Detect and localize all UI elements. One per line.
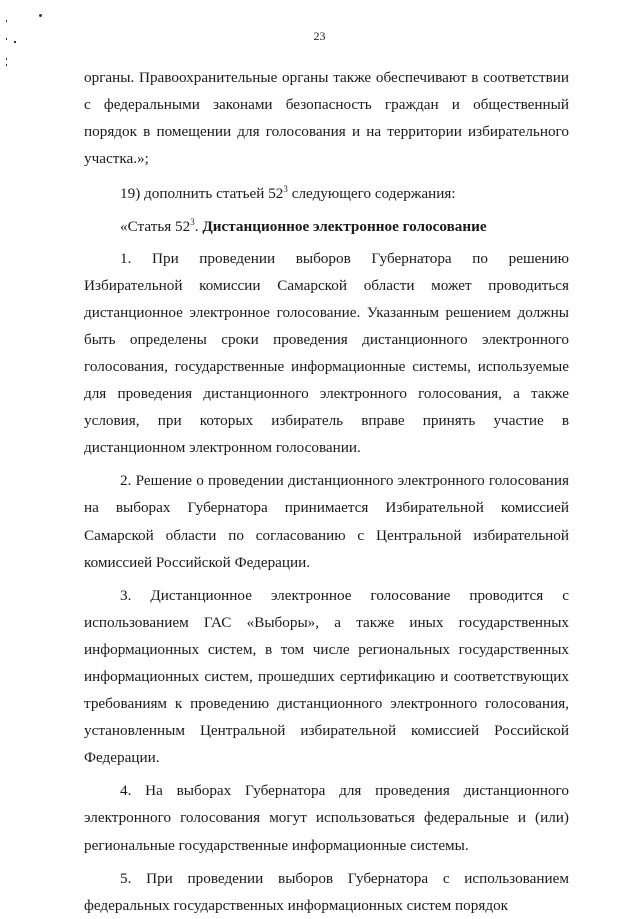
- paragraph: 4. На выборах Губернатора для проведения дистанционного электронного голосования могут использоваться федеральные и (или) региональные государственные информационные системы.: [84, 782, 569, 854]
- paragraph: 1. При проведении выборов Губернатора по решению Избирательной комиссии Самарской области может проводиться дистанционное электронное голосование. Указанным решением должны быть определены сроки проведения дистанционного электронного голосования, государственные информационные системы, используемые для проведения дистанционного электронного голосования, а также условия, при которых избиратель вправе принять участие в дистанционном электронном голосовании.: [84, 249, 569, 457]
- paragraph: 3. Дистанционное электронное голосование проводится с использованием ГАС «Выборы», а также иных государственных информационных систем, в том числе региональных государственных информационных систем, прошедших сертификацию и соответствующих требованиям к проведению дистанционного электронного голосования, установленным Центральной избирательной комиссией Российской Федерации.: [84, 586, 569, 767]
- article-label: «Статья 52: [120, 218, 191, 236]
- document-body: [84, 64, 569, 919]
- scan-artifact: [6, 58, 7, 60]
- paragraph-text: следующего содержания:: [287, 185, 456, 203]
- paragraph: 5. При проведении выборов Губернатора с использованием федеральных государственных информационных систем порядок: [84, 869, 569, 914]
- scan-artifact: [39, 14, 42, 17]
- scan-artifact: [6, 64, 7, 66]
- superscript: 3: [283, 184, 288, 195]
- superscript: 3: [190, 217, 195, 228]
- paragraph: [84, 180, 569, 207]
- page-number: 23: [313, 29, 326, 43]
- paragraph: органы. Правоохранительные органы также обеспечивают в соответствии с федеральными законами безопасность граждан и общественный порядок в помещении для голосования и на территории избирательного участка.»;: [84, 69, 569, 168]
- article-title: Дистанционное электронное голосование: [202, 218, 487, 236]
- paragraph: 2. Решение о проведении дистанционного электронного голосования на выборах Губернатора принимается Избирательной комиссией Самарской области по согласованию с Центральной избирательной комиссией Российской Федерации.: [84, 472, 569, 571]
- paragraph-text: 19) дополнить статьей 52: [120, 185, 284, 203]
- scan-artifact: [6, 20, 7, 22]
- article-sep: .: [194, 218, 203, 236]
- article-heading: [84, 213, 569, 240]
